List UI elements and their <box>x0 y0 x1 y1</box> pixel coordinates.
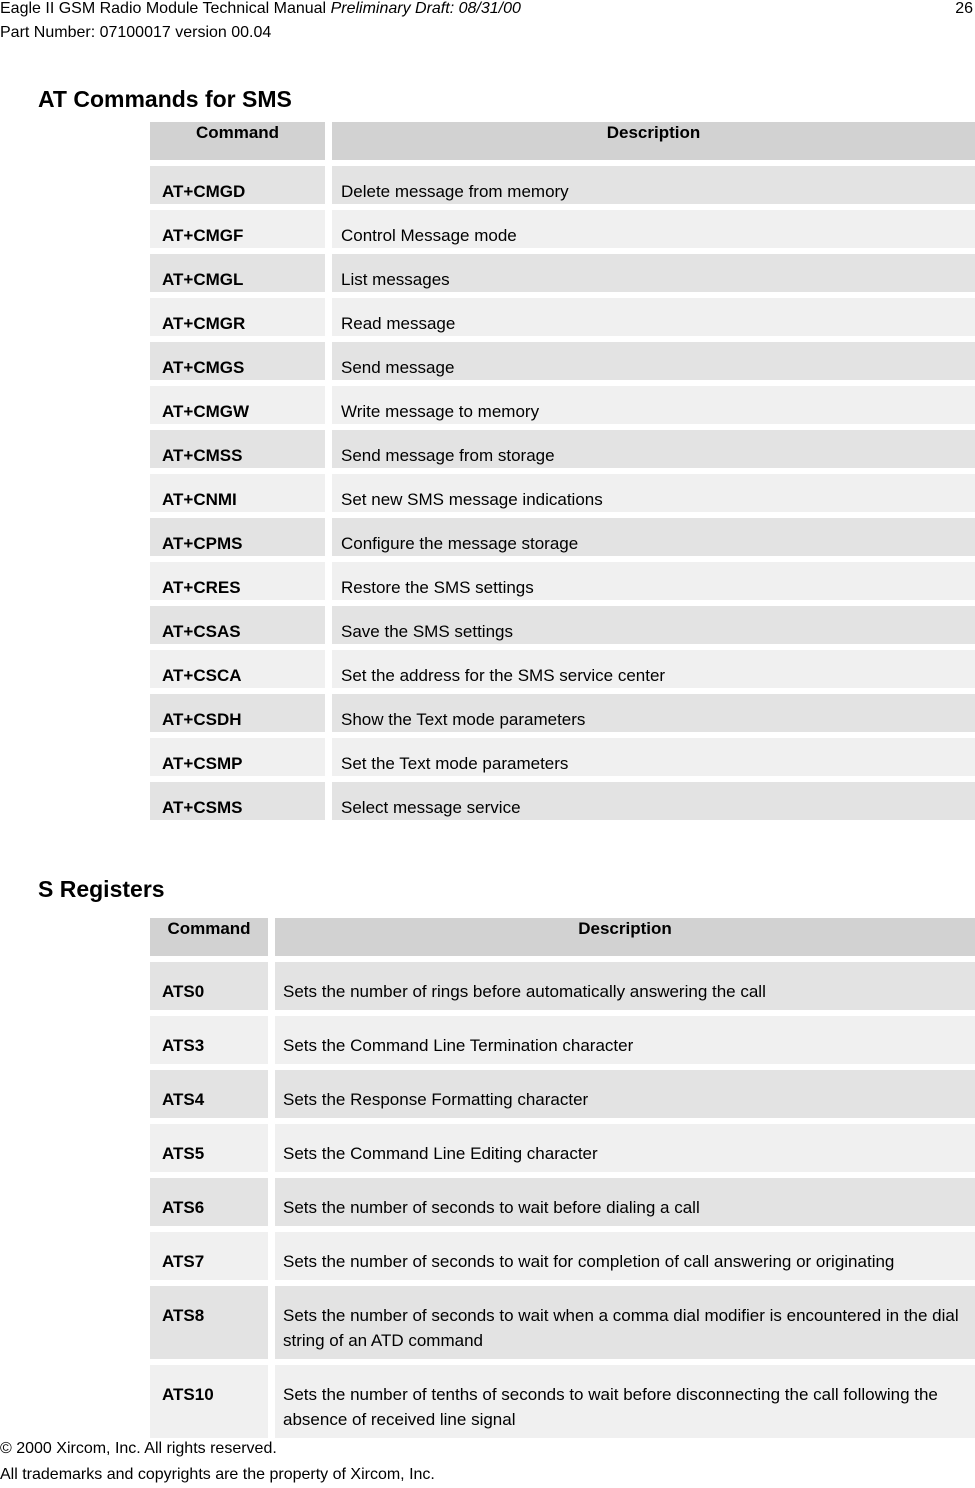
description-cell: Select message service <box>332 782 975 820</box>
table-row <box>150 166 975 204</box>
table-row <box>150 430 975 468</box>
table-row <box>150 694 975 732</box>
description-cell: Sets the number of rings before automatically answering the call <box>275 962 975 1010</box>
command-cell: ATS3 <box>150 1016 268 1064</box>
table-row <box>150 650 975 688</box>
table-row <box>150 1365 975 1438</box>
part-number: Part Number: 07100017 version 00.04 <box>0 24 272 41</box>
at-commands-heading: AT Commands for SMS <box>38 86 292 112</box>
at-commands-table <box>150 122 975 820</box>
trademark-text: All trademarks and copyrights are the property of Xircom, Inc. <box>0 1466 435 1483</box>
command-cell: AT+CMGL <box>150 254 325 292</box>
table-header-row <box>150 122 975 160</box>
table-row <box>150 606 975 644</box>
table-row <box>150 962 975 1010</box>
table-row <box>150 474 975 512</box>
page-number: 26 <box>955 0 973 17</box>
description-cell: Sets the number of seconds to wait for completion of call answering or originating <box>275 1232 975 1280</box>
description-column-header: Description <box>332 122 975 160</box>
table-row <box>150 738 975 776</box>
copyright-text: © 2000 Xircom, Inc. All rights reserved. <box>0 1440 277 1457</box>
manual-title: Eagle II GSM Radio Module Technical Manual Preliminary Draft: 08/31/00 <box>0 0 521 17</box>
description-cell: Sets the number of tenths of seconds to wait before disconnecting the call following the absence of received line signal <box>275 1365 975 1438</box>
table-row <box>150 1070 975 1118</box>
s-registers-table <box>150 918 975 1438</box>
description-cell: Set new SMS message indications <box>332 474 975 512</box>
description-cell: List messages <box>332 254 975 292</box>
table-row <box>150 562 975 600</box>
table-row <box>150 210 975 248</box>
description-cell: Sets the Command Line Editing character <box>275 1124 975 1172</box>
command-cell: AT+CSAS <box>150 606 325 644</box>
command-cell: ATS4 <box>150 1070 268 1118</box>
command-cell: AT+CSCA <box>150 650 325 688</box>
description-cell: Sets the number of seconds to wait before dialing a call <box>275 1178 975 1226</box>
command-cell: AT+CMGW <box>150 386 325 424</box>
description-cell: Send message <box>332 342 975 380</box>
command-column-header: Command <box>150 122 325 160</box>
s-registers-heading: S Registers <box>38 876 165 902</box>
command-cell: AT+CMGD <box>150 166 325 204</box>
description-cell: Delete message from memory <box>332 166 975 204</box>
table-row <box>150 1178 975 1226</box>
description-cell: Save the SMS settings <box>332 606 975 644</box>
table-row <box>150 1016 975 1064</box>
table-row <box>150 342 975 380</box>
command-cell: AT+CSMS <box>150 782 325 820</box>
description-cell: Restore the SMS settings <box>332 562 975 600</box>
command-column-header: Command <box>150 918 268 956</box>
table-row <box>150 386 975 424</box>
command-cell: AT+CMGF <box>150 210 325 248</box>
description-cell: Show the Text mode parameters <box>332 694 975 732</box>
command-cell: AT+CMGR <box>150 298 325 336</box>
command-cell: AT+CPMS <box>150 518 325 556</box>
command-cell: ATS7 <box>150 1232 268 1280</box>
table-row <box>150 518 975 556</box>
command-cell: AT+CMGS <box>150 342 325 380</box>
table-row <box>150 254 975 292</box>
command-cell: AT+CRES <box>150 562 325 600</box>
description-cell: Sets the number of seconds to wait when a comma dial modifier is encountered in the dial string of an ATD command <box>275 1286 975 1359</box>
table-row <box>150 1124 975 1172</box>
description-cell: Sets the Response Formatting character <box>275 1070 975 1118</box>
description-cell: Set the Text mode parameters <box>332 738 975 776</box>
description-cell: Send message from storage <box>332 430 975 468</box>
description-cell: Control Message mode <box>332 210 975 248</box>
description-cell: Sets the Command Line Termination character <box>275 1016 975 1064</box>
table-row <box>150 298 975 336</box>
description-cell: Set the address for the SMS service center <box>332 650 975 688</box>
command-cell: AT+CSDH <box>150 694 325 732</box>
description-cell: Configure the message storage <box>332 518 975 556</box>
table-row <box>150 1232 975 1280</box>
command-cell: ATS6 <box>150 1178 268 1226</box>
command-cell: AT+CSMP <box>150 738 325 776</box>
description-cell: Write message to memory <box>332 386 975 424</box>
page-header <box>0 0 975 41</box>
command-cell: ATS0 <box>150 962 268 1010</box>
page-footer <box>0 1436 435 1488</box>
command-cell: AT+CNMI <box>150 474 325 512</box>
command-cell: ATS5 <box>150 1124 268 1172</box>
description-column-header: Description <box>275 918 975 956</box>
table-row <box>150 782 975 820</box>
command-cell: AT+CMSS <box>150 430 325 468</box>
table-row <box>150 1286 975 1359</box>
command-cell: ATS8 <box>150 1286 268 1359</box>
description-cell: Read message <box>332 298 975 336</box>
table-header-row <box>150 918 975 956</box>
draft-label: Preliminary Draft: 08/31/00 <box>330 0 521 17</box>
command-cell: ATS10 <box>150 1365 268 1438</box>
